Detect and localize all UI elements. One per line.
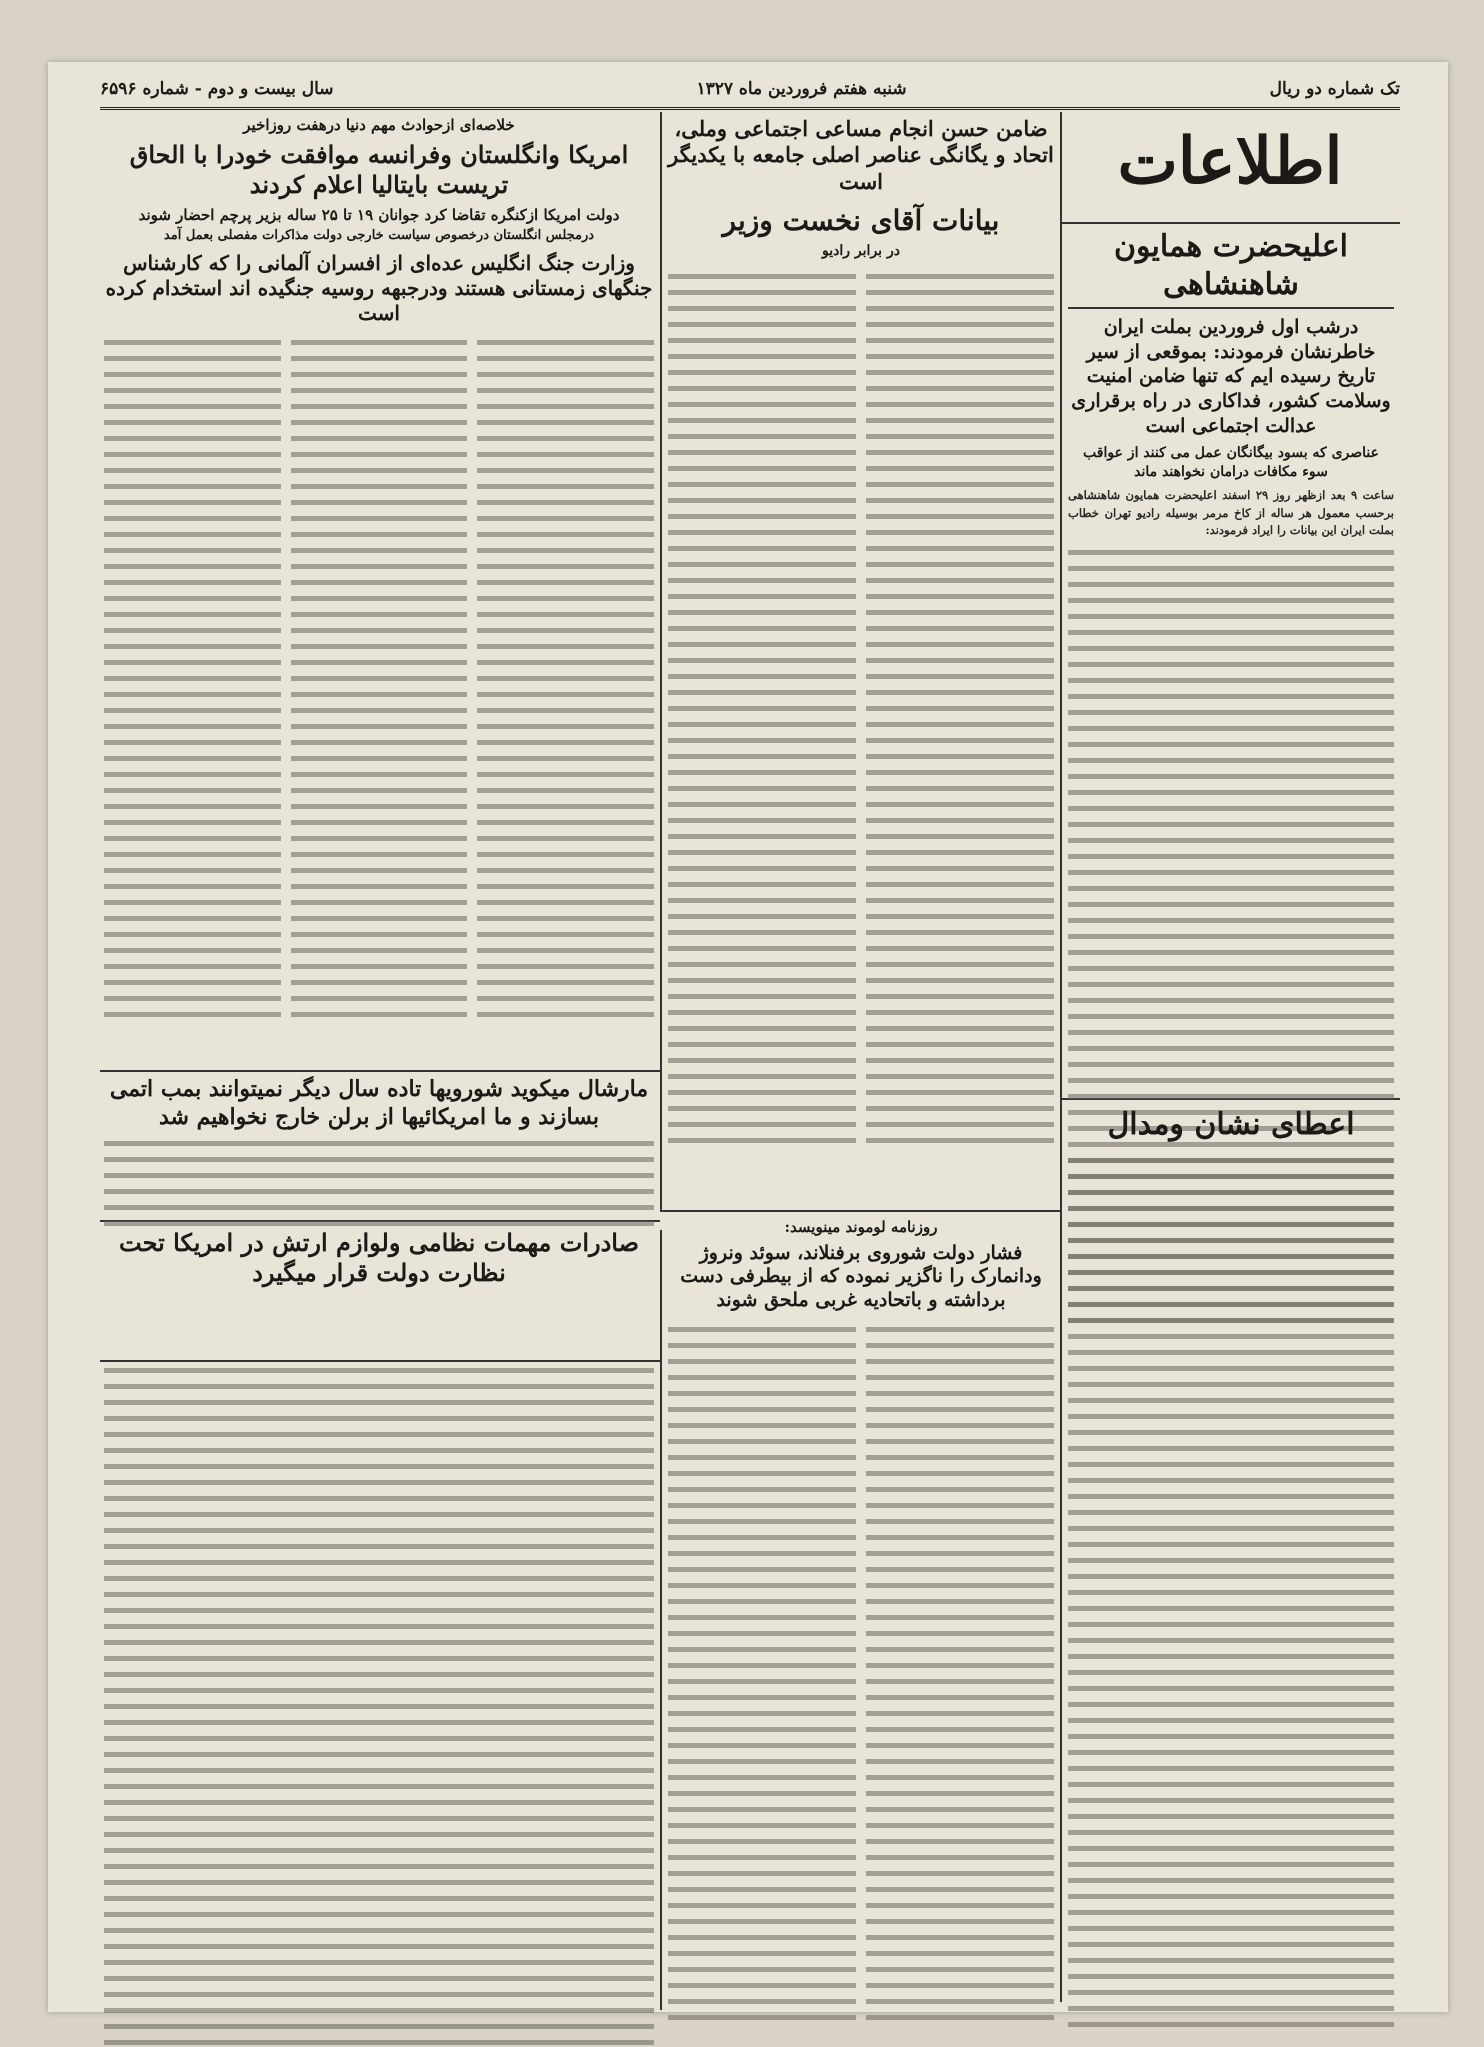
masthead-title: اطلاعات xyxy=(1117,124,1343,199)
awards-body-text xyxy=(1068,1158,1394,2027)
article-kicker: روزنامه لوموند مینویسد: xyxy=(784,1218,938,1236)
section-divider xyxy=(100,1070,660,1072)
arms-export-body xyxy=(104,1368,654,2047)
column-divider xyxy=(660,112,662,1212)
section-divider xyxy=(100,1360,660,1362)
issue-bar xyxy=(100,70,1400,110)
article-kicker: خلاصه‌ای ازحوادث مهم دنیا درهفت روزاخیر xyxy=(243,116,515,134)
article-headline: فشار دولت شوروی برفنلاند، سوئد ونروژ ودانمارک را ناگزیر نموده که از بیطرفی دست برداشته و باتحادیه غربی ملحق شوند xyxy=(680,1241,1042,1311)
article-body-text xyxy=(104,340,654,1028)
article-headline: مارشال میکوید شورویها تاده سال دیگر نمیتوانند بمب اتمی بسازند و ما امریکائیها از برلن خارج نخواهیم شد xyxy=(109,1076,649,1130)
article-body-text xyxy=(104,1141,654,1226)
article-headline: اعلیحضرت همایون شاهنشاهی xyxy=(1068,228,1394,309)
awards-headline: اعطای نشان ومدال xyxy=(1107,1107,1355,1142)
article-subheadline: بیانات آقای نخست وزیر xyxy=(722,203,1000,237)
column-divider xyxy=(1060,112,1062,2002)
article-subheadline-2: درمجلس انگلستان درخصوص سیاست خارجی دولت مذاکرات مفصلی بعمل آمد xyxy=(163,228,595,243)
marshall-article xyxy=(104,1076,654,1237)
column-divider xyxy=(660,1230,662,2010)
article-body-text xyxy=(668,1327,1054,2031)
le-monde-article xyxy=(668,1218,1054,2031)
article-body-text xyxy=(668,274,1054,1154)
article-subheadline-2: در برابر رادیو xyxy=(822,242,900,259)
issue-price: تک شماره دو ریال xyxy=(1269,78,1400,99)
issue-number: سال بیست و دوم - شماره ۶۵۹۶ xyxy=(100,78,334,99)
arms-export-article xyxy=(104,1228,654,1288)
article-headline: امریکا وانگلستان وفرانسه موافقت خودرا با الحاق تریست بایتالیا اعلام کردند xyxy=(129,139,629,199)
article-subheadline: درشب اول فروردین بملت ایران خاطرنشان فرمودند: بموقعی از سیر تاریخ رسیده ایم که تنها ضامن امنیت وسلامت کشور، فداکاری در راه برقراری عدالت اجتماعی است xyxy=(1071,316,1391,437)
issue-date: شنبه هفتم فروردین ماه ۱۳۲۷ xyxy=(696,78,907,99)
prime-minister-article xyxy=(668,116,1054,1154)
article-subheadline: دولت امریکا ازکنگره تقاضا کرد جوانان ۱۹ تا ۲۵ ساله بزیر پرچم احضار شوند xyxy=(138,205,620,224)
article-body-text xyxy=(104,1368,654,2047)
article-lead: ساعت ۹ بعد ازظهر روز ۲۹ اسفند اعلیحضرت همایون شاهنشاهی برحسب معمول هر ساله از کاخ مرمر بوسیله رادیو تهران خطاب بملت ایران این بیانات را ایراد فرمودند: xyxy=(1068,487,1394,538)
article-headline: ضامن حسن انجام مساعی اجتماعی وملی، اتحاد و یگانگی عناصر اصلی جامعه با یکدیگر است xyxy=(668,116,1054,194)
section-divider xyxy=(1060,222,1400,224)
awards-article xyxy=(1068,1106,1394,2038)
article-subheadline-3: وزارت جنگ انگلیس عده‌ای از افسران آلمانی را که کارشناس جنگهای زمستانی هستند ودرجبهه روسیه جنگیده اند استخدام کرده است xyxy=(105,250,653,325)
article-subheadline-2: عناصری که بسود بیگانگان عمل می کنند از عواقب سوء مکافات درامان نخواهند ماند xyxy=(1083,445,1379,480)
section-divider xyxy=(660,1210,1060,1212)
article-headline: صادرات مهمات نظامی ولوازم ارتش در امریکا تحت نظارت دولت قرار میگیرد xyxy=(119,1228,639,1287)
world-news-article xyxy=(104,116,654,1028)
